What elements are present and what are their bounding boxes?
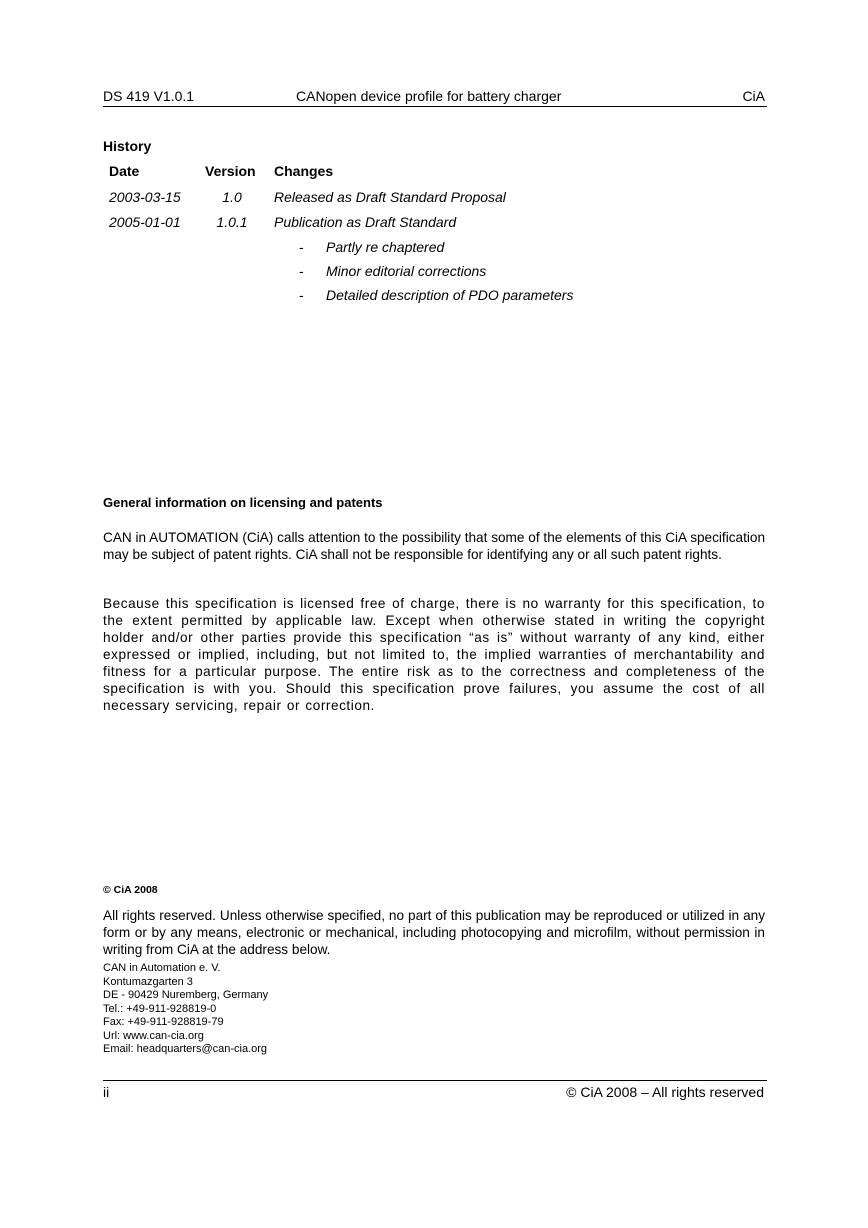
copyright-heading: © CiA 2008 xyxy=(103,884,158,896)
copyright-text: All rights reserved. Unless otherwise specified, no part of this publication may be reproduced or utilized in any form or by any means, electronic or mechanical, including photocopying and microfilm, without permission in writing from CiA at the address below. xyxy=(103,908,765,957)
address-block xyxy=(103,962,268,1057)
address-line: CAN in Automation e. V. xyxy=(103,962,221,974)
bullet-text: Partly re chaptered xyxy=(326,239,445,255)
doc-id: DS 419 V1.0.1 xyxy=(103,88,195,104)
col-changes-header: Changes xyxy=(274,163,334,179)
row-version: 1.0.1 xyxy=(216,214,248,230)
page-footer xyxy=(103,1080,767,1101)
address-line: Email: headquarters@can-cia.org xyxy=(103,1043,268,1055)
doc-title: CANopen device profile for battery charger xyxy=(296,88,562,104)
bullet-dash: - xyxy=(299,287,304,303)
page-header xyxy=(103,88,767,107)
page-number: ii xyxy=(103,1084,110,1100)
bullet-text: Detailed description of PDO parameters xyxy=(326,287,574,303)
address-line: Kontumazgarten 3 xyxy=(103,975,193,988)
address-line: Url: www.can-cia.org xyxy=(103,1029,204,1042)
history-heading: History xyxy=(103,138,152,154)
row-version: 1.0 xyxy=(222,189,242,205)
row-date: 2005-01-01 xyxy=(109,214,181,230)
licensing-paragraph-2: Because this specification is licensed free of charge, there is no warranty for this specification, to the extent permitted by applicable law. Except when otherwise stated in writing the copyright holder and/or other parties provide this specification “as is” without warranty of any kind, either expressed or implied, including, but not limited to, the implied warranties of merchantability and fitness for a particular purpose. The entire risk as to the correctness and completeness of the specification is with you. Should this specification prove failures, you assume the cost of all necessary servicing, repair or correction. xyxy=(103,596,765,713)
address-line: Fax: +49-911-928819-79 xyxy=(103,1016,224,1028)
address-line: Tel.: +49-911-928819-0 xyxy=(103,1002,217,1015)
col-date-header: Date xyxy=(109,163,140,179)
row-date: 2003-03-15 xyxy=(109,189,181,205)
bullet-text: Minor editorial corrections xyxy=(326,263,487,279)
licensing-paragraph-1: CAN in AUTOMATION (CiA) calls attention to the possibility that some of the elements of this CiA specification may be subject of patent rights. CiA shall not be responsible for identifying any or all such patent rights. xyxy=(103,530,765,562)
bullet-dash: - xyxy=(299,239,304,255)
row-change: Publication as Draft Standard xyxy=(274,214,457,230)
org-name: CiA xyxy=(742,88,765,104)
col-version-header: Version xyxy=(205,163,256,179)
row-change: Released as Draft Standard Proposal xyxy=(274,189,506,205)
licensing-heading: General information on licensing and patents xyxy=(103,495,383,510)
address-line: DE - 90429 Nuremberg, Germany xyxy=(103,989,269,1001)
bullet-dash: - xyxy=(299,263,304,279)
footer-rights: © CiA 2008 – All rights reserved xyxy=(566,1084,764,1100)
